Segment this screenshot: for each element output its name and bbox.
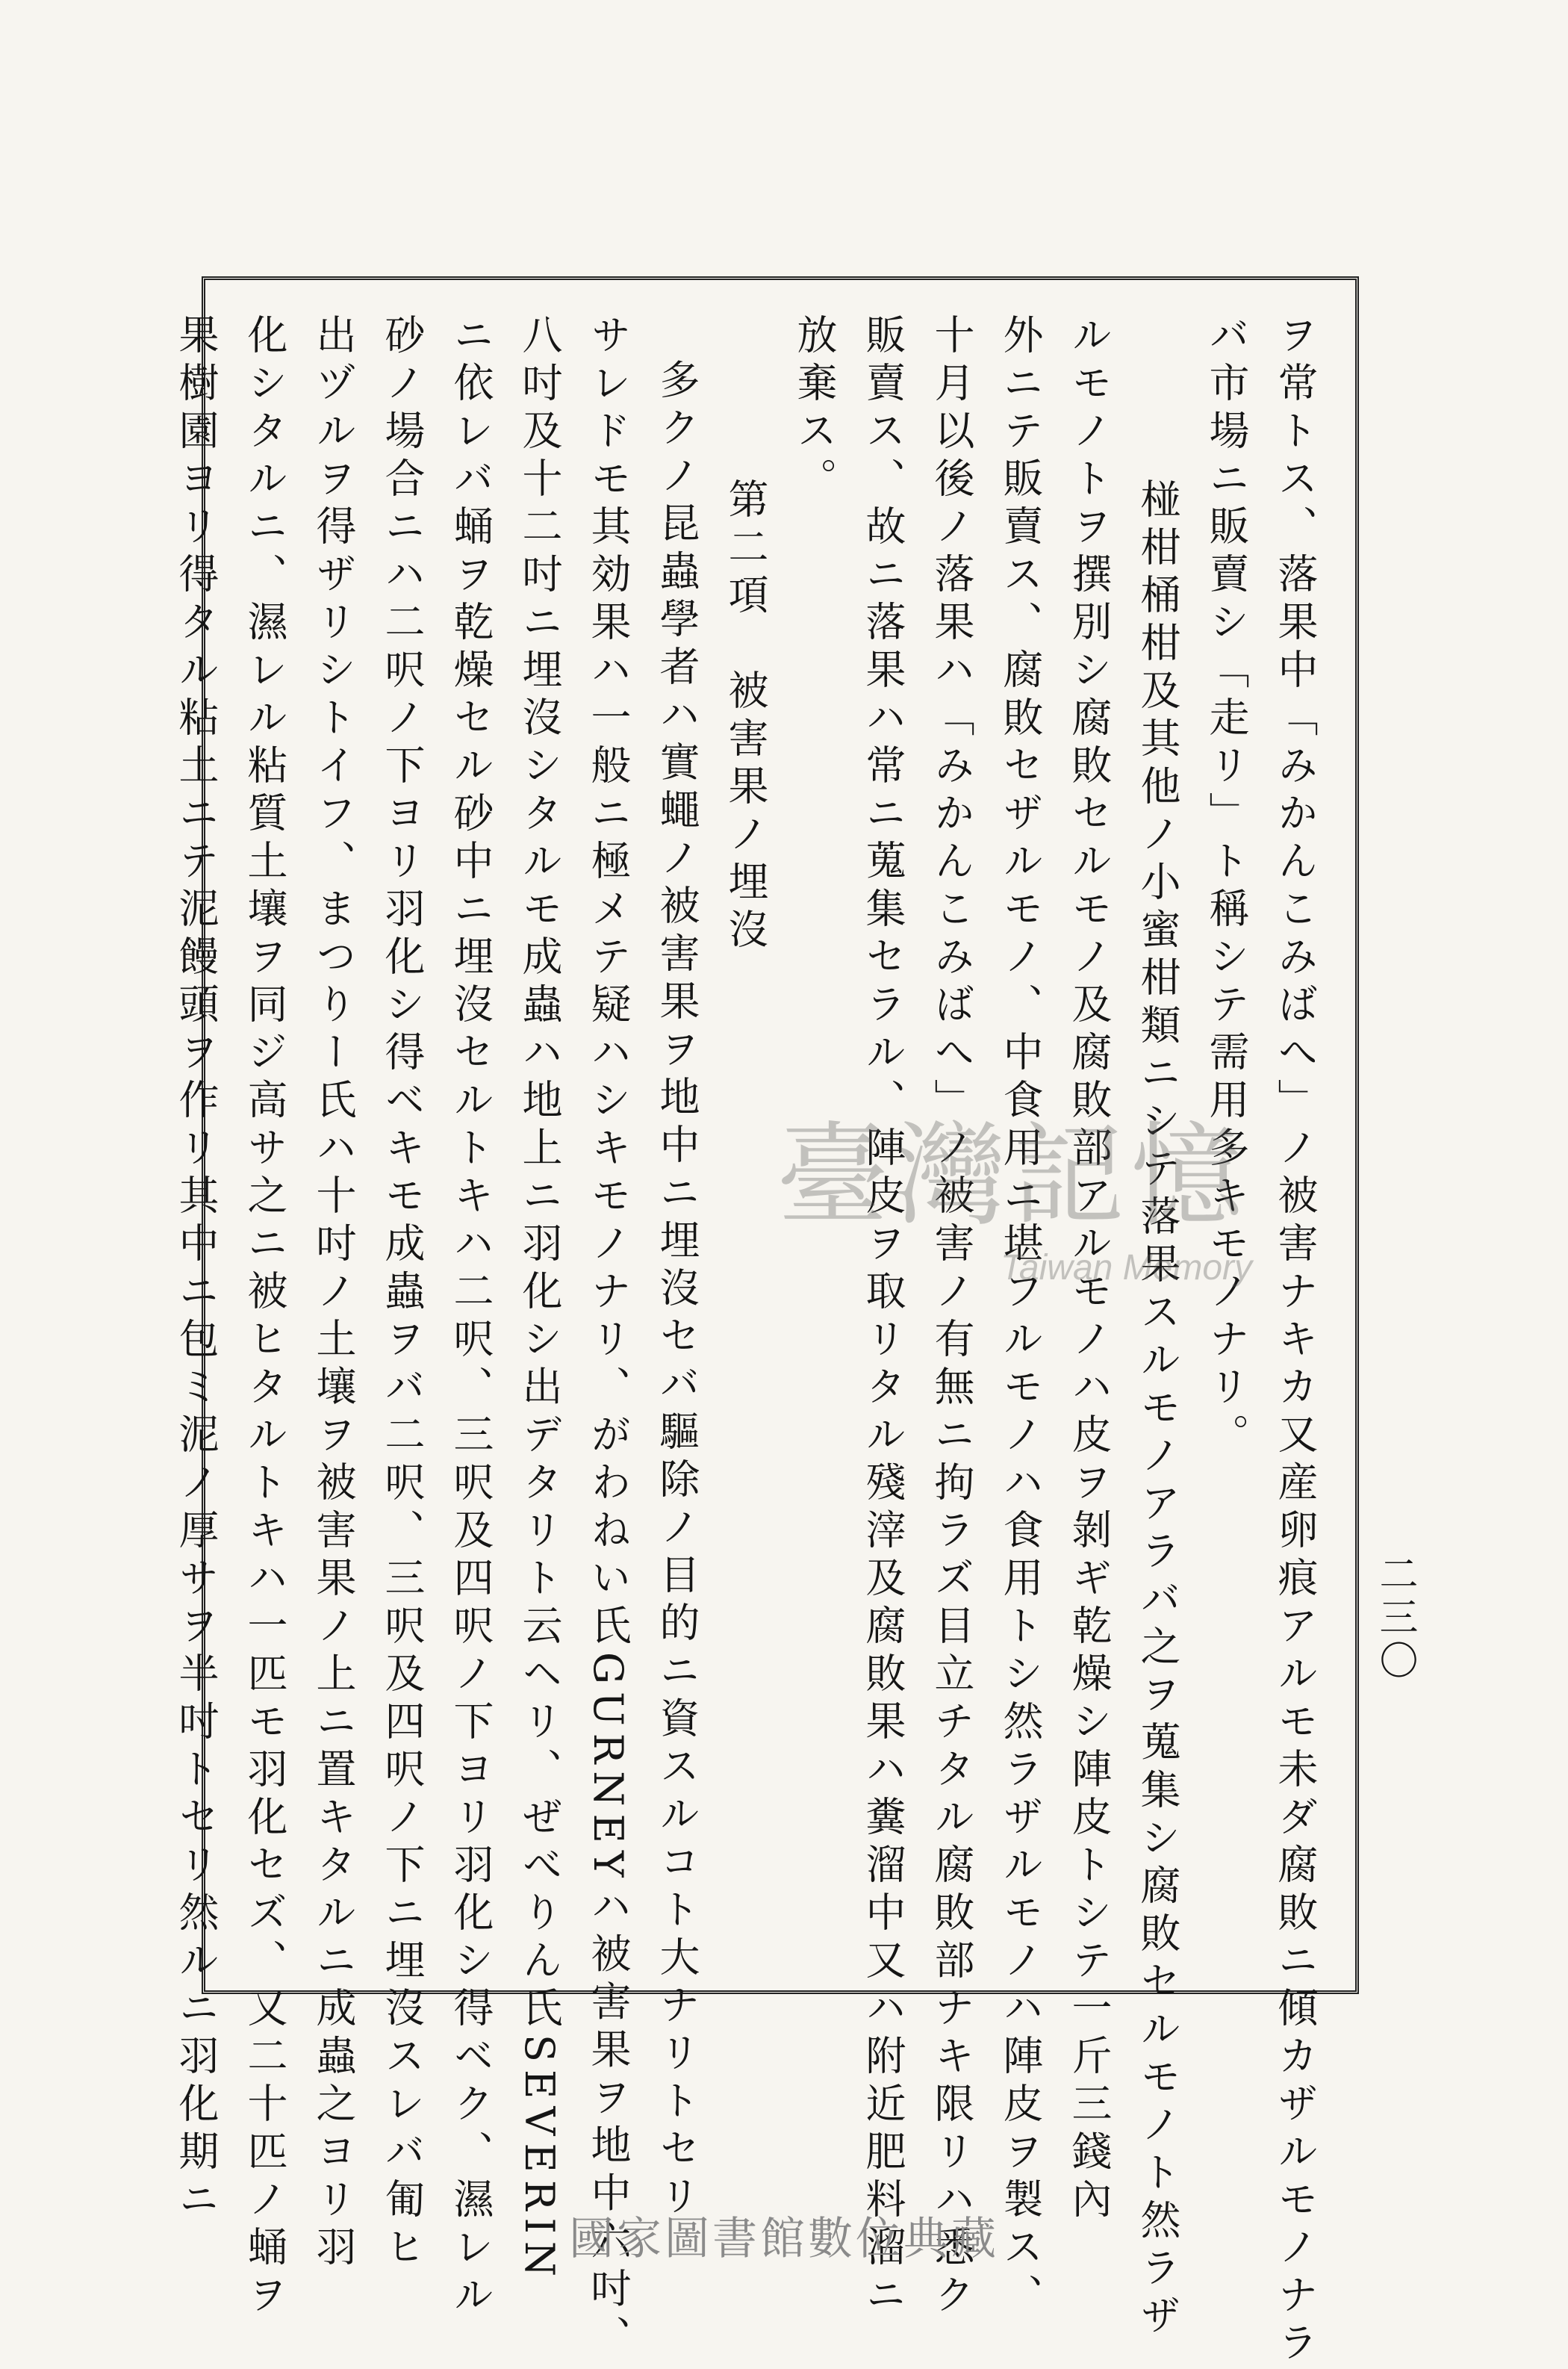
text-column: 販賣ス、故ニ落果ハ常ニ蒐集セラル、陣皮ヲ取リタル殘滓及腐敗果ハ糞溜中又ハ附近肥料溜ニ [859,314,906,2321]
text-column: サレドモ其効果ハ一般ニ極メテ疑ハシキモノナリ、がわねい氏GURNEYハ被害果ヲ地中六吋、 [585,314,632,2363]
watermark-latin-text: Taiwan Memory [1001,1248,1253,1288]
text-column: 外ニテ販賣ス、腐敗セザルモノ、中食用ニ堪フルモノハ食用トシ然ラザルモノハ陣皮ヲ製ス、 [997,314,1044,2321]
text-column: 放棄ス。 [791,314,838,505]
text-column: バ市場ニ販賣シ「走リ」ト稱シテ需用多キモノナリ。 [1203,314,1250,1461]
page-number: 二三〇 [1372,1553,1417,1683]
text-column: ニ依レバ蛹ヲ乾燥セル砂中ニ埋沒セルトキハ二呎、三呎及四呎ノ下ヨリ羽化シ得ベク、濕レル [447,314,494,2321]
text-column: ルモノトヲ撰別シ腐敗セルモノ及腐敗部アルモノハ皮ヲ剝ギ乾燥シ陣皮トシテ一斤三錢內 [1065,314,1113,2226]
text-column: ヲ常トス、落果中「みかんこみばへ」ノ被害ナキカ又産卵痕アルモ未ダ腐敗ニ傾カザルモノナラ [1272,314,1319,2369]
text-column: 出ヅルヲ得ザリシトイフ、まつりー氏ハ十吋ノ土壤ヲ被害果ノ上ニ置キタルニ成蟲之ヨリ羽 [310,314,357,2273]
text-column: 椪柑桶柑及其他ノ小蜜柑類ニシテ落果スルモノアラバ之ヲ蒐集シ腐敗セルモノト然ラザ [1134,478,1181,2342]
text-column: 八吋及十二吋ニ埋沒シタルモ成蟲ハ地上ニ羽化シ出デタリト云ヘリ、ぜべりん氏SEVERIN [516,314,563,2285]
text-column: 果樹園ヨリ得タル粘土ニテ泥饅頭ヲ作リ其中ニ包ミ泥ノ厚サヲ半吋トセリ然ルニ羽化期ニ [172,314,220,2226]
section-heading: 第二項 被害果ノ埋沒 [722,478,769,956]
text-column: 多クノ昆蟲學者ハ實蠅ノ被害果ヲ地中ニ埋沒セバ驅除ノ目的ニ資スルコト大ナリトセリ [653,358,700,2223]
text-column: 十月以後ノ落果ハ「みかんこみばへ」ノ被害ノ有無ニ拘ラズ目立チタル腐敗部ナキ限リハ悉ク [928,314,975,2321]
watermark-cjk-text: 臺灣記憶 [777,1111,1249,1241]
watermark [777,1113,1314,1337]
library-caption: 國家圖書館數位典藏 [569,2213,999,2265]
text-column: 化シタルニ、濕レル粘質土壤ヲ同ジ高サ之ニ被ヒタルトキハ一匹モ羽化セズ、又二十匹ノ蛹ヲ [241,314,288,2321]
text-column: 砂ノ場合ニハ二呎ノ下ヨリ羽化シ得ベキモ成蟲ヲバ二呎、三呎及四呎ノ下ニ埋沒スレバ匍ヒ [379,314,426,2273]
